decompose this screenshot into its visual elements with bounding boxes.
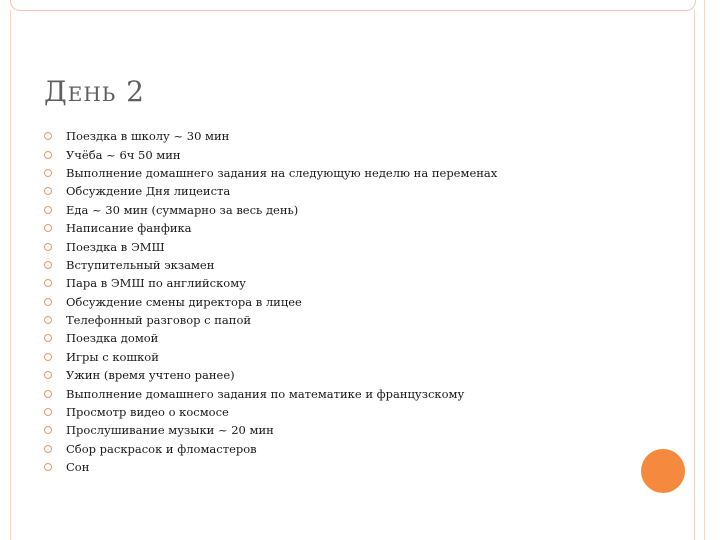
list-item-text: Обсуждение смены директора в лицее bbox=[66, 294, 302, 309]
frame-left-border bbox=[10, 10, 11, 540]
decorative-orange-circle bbox=[641, 449, 685, 493]
list-item bbox=[44, 274, 497, 292]
bullet-icon bbox=[44, 334, 52, 342]
frame-outer-right-border bbox=[704, 0, 705, 540]
bullet-icon bbox=[44, 371, 52, 379]
list-item bbox=[44, 366, 497, 384]
list-item-text: Телефонный разговор с папой bbox=[66, 313, 252, 328]
list-item bbox=[44, 145, 497, 163]
list-item bbox=[44, 293, 497, 311]
list-item-text: Еда ~ 30 мин (суммарно за весь день) bbox=[66, 202, 299, 217]
bullet-icon bbox=[44, 279, 52, 287]
list-item-text: Поездка домой bbox=[66, 331, 159, 346]
list-item-text: Обсуждение Дня лицеиста bbox=[66, 184, 231, 199]
list-item-text: Написание фанфика bbox=[66, 221, 192, 236]
list-item-text: Поездка в ЭМШ bbox=[66, 239, 165, 254]
list-item bbox=[44, 219, 497, 237]
bullet-icon bbox=[44, 132, 52, 140]
list-item-text: Сбор раскрасок и фломастеров bbox=[66, 441, 257, 456]
bullet-icon bbox=[44, 206, 52, 214]
bullet-icon bbox=[44, 390, 52, 398]
bullet-icon bbox=[44, 463, 52, 471]
list-item bbox=[44, 201, 497, 219]
bullet-icon bbox=[44, 426, 52, 434]
bullet-icon bbox=[44, 224, 52, 232]
list-item-text: Прослушивание музыки ~ 20 мин bbox=[66, 423, 274, 438]
list-item-text: Сон bbox=[66, 460, 90, 475]
list-item bbox=[44, 127, 497, 145]
list-item-text: Выполнение домашнего задания по математике и французскому bbox=[66, 386, 465, 401]
list-item bbox=[44, 256, 497, 274]
bullet-list bbox=[44, 127, 497, 476]
bullet-icon bbox=[44, 408, 52, 416]
list-item bbox=[44, 348, 497, 366]
slide-title: День 2 bbox=[44, 75, 145, 108]
list-item bbox=[44, 384, 497, 402]
list-item bbox=[44, 182, 497, 200]
list-item-text: Выполнение домашнего задания на следующую неделю на переменах bbox=[66, 165, 498, 180]
list-item-text: Вступительный экзамен bbox=[66, 257, 215, 272]
list-item bbox=[44, 329, 497, 347]
bullet-icon bbox=[44, 261, 52, 269]
list-item-text: Ужин (время учтено ранее) bbox=[66, 368, 235, 383]
list-item-text: Просмотр видео о космосе bbox=[66, 405, 229, 420]
list-item-text: Пара в ЭМШ по английскому bbox=[66, 276, 246, 291]
bullet-icon bbox=[44, 353, 52, 361]
list-item bbox=[44, 403, 497, 421]
bullet-icon bbox=[44, 243, 52, 251]
bullet-icon bbox=[44, 316, 52, 324]
bullet-icon bbox=[44, 187, 52, 195]
bullet-icon bbox=[44, 298, 52, 306]
list-item bbox=[44, 237, 497, 255]
list-item bbox=[44, 440, 497, 458]
list-item-text: Поездка в школу ~ 30 мин bbox=[66, 129, 230, 144]
frame-top-border bbox=[10, 0, 696, 11]
list-item bbox=[44, 164, 497, 182]
list-item bbox=[44, 421, 497, 439]
bullet-icon bbox=[44, 169, 52, 177]
list-item-text: Учёба ~ 6ч 50 мин bbox=[66, 147, 181, 162]
list-item-text: Игры с кошкой bbox=[66, 349, 159, 364]
list-item bbox=[44, 458, 497, 476]
bullet-icon bbox=[44, 445, 52, 453]
frame-right-border bbox=[694, 10, 695, 540]
bullet-icon bbox=[44, 151, 52, 159]
list-item bbox=[44, 311, 497, 329]
